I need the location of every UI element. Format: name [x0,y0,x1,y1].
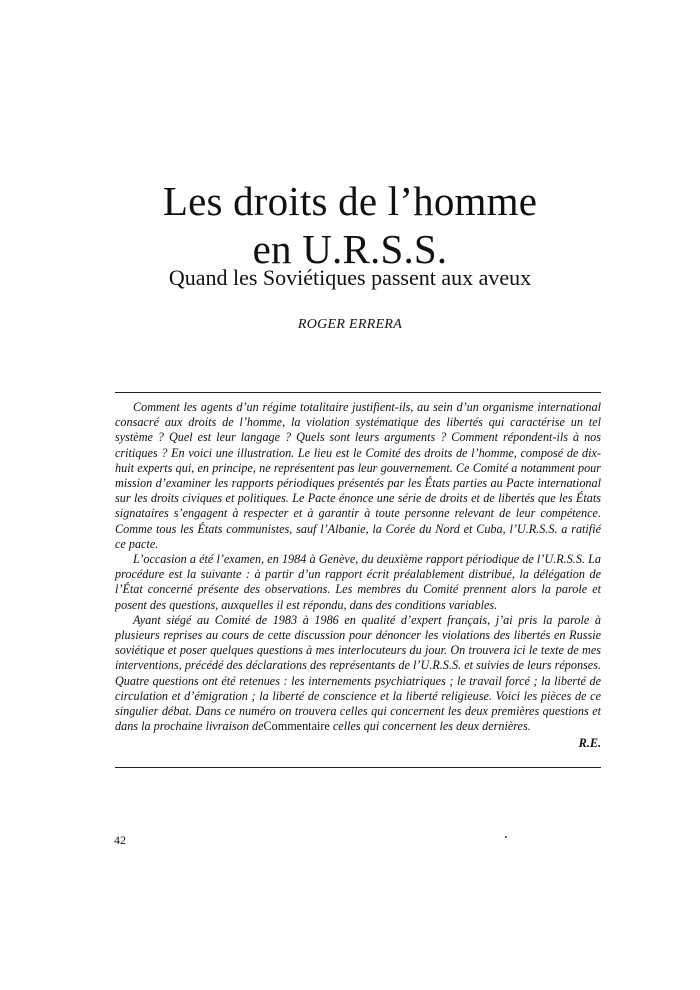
abstract-paragraph-3-text: Ayant siégé au Comité de 1983 à 1986 en qualité d’expert français, j’ai pris la parole à plusieurs reprises au cours de cette discussion pour dénoncer les violations des libertés en Russie soviétique et poser quelques questions à mes interlocuteurs du jour. On trouvera ici le texte de mes interventions, précédé des déclarations des représentants de l’U.R.S.S. et suivies de leurs réponses. Quatre questions ont été retenues : les internements psychiatriques ; le travail forcé ; la liberté de circulation et d’émigration ; la liberté de conscience et la liberté religieuse. Voici les pièces de ce singulier débat. Dans ce numéro on trouvera celles qui concernent les deux premières questions et dans la prochaine livraison de [115,612,601,734]
title-line-1: Les droits de l’homme [162,178,538,225]
page-number: 42 [114,833,126,847]
abstract-paragraph-3 [115,613,601,735]
top-divider [115,392,601,393]
title-line-2: en U.R.S.S. [252,226,448,273]
print-dot [505,836,507,838]
article-subtitle: Quand les Soviétiques passent aux aveux [168,265,532,290]
abstract-paragraph-3-end: celles qui concernent les deux dernières. [332,719,531,734]
abstract-paragraph-2: L’occasion a été l’examen, en 1984 à Genève, du deuxième rapport périodique de l’U.R.S.S. La procédure est la suivante : à partir d’un rapport écrit préalablement distribué, la délégation de l’État concerné présente des observations. Les membres du Comité prennent alors la parole et posent des questions, auxquelles il est répondu, dans des conditions variables. [115,552,601,612]
article-author: ROGER ERRERA [297,317,403,332]
journal-name: Commentaire [263,719,330,734]
abstract-paragraph-1: Comment les agents d’un régime totalitaire justifient-ils, au sein d’un organisme international consacré aux droits de l’homme, la violation systématique des libertés qui caractérise un tel système ? Quel est leur langage ? Quels sont leurs arguments ? Comment répondent-ils à nos critiques ? En voici une illustration. Le lieu est le Comité des droits de l’homme, composé de dix-huit experts qui, en principe, ne représentent pas leur gouvernement. Ce Comité a notamment pour mission d’examiner les rapports périodiques présentés par les États parties au Pacte international sur les droits civiques et politiques. Le Pacte énonce une série de droits et de libertés que les États signataires s’engagent à respecter et à garantir à toute personne relevant de leur compétence. Comme tous les États communistes, sauf l’Albanie, la Corée du Nord et Cuba, l’U.R.S.S. a ratifié ce pacte. [115,400,601,551]
bottom-divider [115,767,601,768]
article-title [0,177,700,273]
abstract-signature: R.E. [578,736,601,751]
article-abstract [115,400,601,752]
